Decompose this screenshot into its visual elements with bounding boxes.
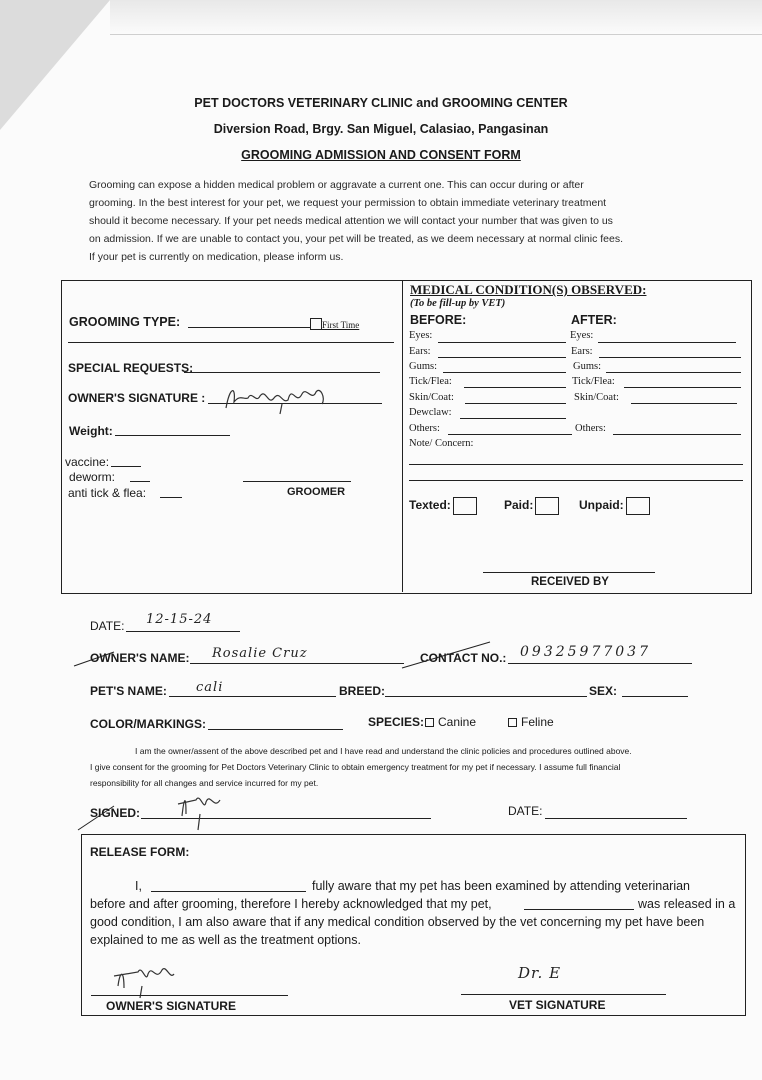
canine-label: Canine [438,715,477,729]
contact-value: 09325977037 [520,644,651,660]
weight-label: Weight: [69,424,113,438]
grooming-type-field[interactable] [188,327,310,328]
before-skin-label: Skin/Coat: [409,392,454,403]
after-skin-field[interactable] [631,403,737,404]
date-field[interactable] [126,631,240,632]
pet-name-label: PET'S NAME: [90,684,167,698]
release-owner-name-field[interactable] [151,891,306,892]
intro-line-2: grooming. In the best interest for your pet, we request your permission to obtain immediate veterinary treatment [89,197,607,209]
release-p2-a: before and after grooming, therefore I hereby acknowledged that my pet, [90,897,492,911]
received-by-line[interactable] [483,572,655,573]
clinic-name: PET DOCTORS VETERINARY CLINIC and GROOMING CENTER [194,96,568,110]
sex-field[interactable] [622,696,688,697]
vet-signature-line[interactable] [461,994,666,995]
after-skin-label: Skin/Coat: [574,392,619,403]
pet-name-field[interactable] [169,696,336,697]
date-value: 12-15-24 [146,612,213,627]
sex-label: SEX: [589,684,618,698]
consent-signature-scribble [74,786,234,836]
feline-option[interactable] [508,715,554,729]
first-time-label: First Time [322,320,360,330]
after-eyes-field[interactable] [598,342,736,343]
pen-strokes [70,638,510,672]
release-owner-signature-line[interactable] [91,995,288,996]
texted-option[interactable] [409,497,477,515]
before-eyes-label: Eyes: [409,330,433,341]
canine-checkbox[interactable] [425,718,434,727]
before-gums-field[interactable] [443,372,566,373]
folded-corner [0,0,110,130]
signed-label: SIGNED: [90,806,141,820]
before-others-field[interactable] [448,434,572,435]
consent-line-3: responsibility for all changes and service incurred for my pet. [90,778,319,788]
release-title: RELEASE FORM: [90,845,190,859]
special-requests-label: SPECIAL REQUESTS: [68,361,194,375]
after-ears-label: Ears: [571,346,593,357]
consent-date-label: DATE: [508,804,543,818]
consent-line-1: I am the owner/assent of the above described pet and I have read and understand the clinic policies and procedures outlined above. [135,746,632,756]
contact-field[interactable] [508,663,692,664]
intro-line-4: on admission. If we are unable to contact you, your pet will be treated, as we deem necessary at normal clinic fees. [89,233,624,245]
medical-subtitle: (To be fill-up by VET) [410,298,506,309]
after-others-field[interactable] [613,434,741,435]
intro-line-5: If your pet is currently on medication, please inform us. [89,251,344,263]
note-label: Note/ Concern: [409,438,474,449]
consent-date-field[interactable] [545,818,687,819]
after-heading: AFTER: [571,313,617,327]
paid-checkbox[interactable] [535,497,559,515]
unpaid-label: Unpaid: [579,498,624,513]
received-by-label: RECEIVED BY [531,576,609,588]
intro-line-3: should it become necessary. If your pet needs medical attention we will contact your number that was given to us [89,215,613,227]
before-heading: BEFORE: [410,313,467,327]
paid-option[interactable] [504,497,559,515]
feline-checkbox[interactable] [508,718,517,727]
before-skin-field[interactable] [465,403,566,404]
before-tick-label: Tick/Flea: [409,376,452,387]
before-dewclaw-field[interactable] [460,418,566,419]
breed-label: BREED: [339,684,386,698]
species-label: SPECIES: [368,715,425,729]
vet-signature-label: VET SIGNATURE [509,998,606,1012]
texted-checkbox[interactable] [453,497,477,515]
before-eyes-field[interactable] [438,342,566,343]
medical-title: MEDICAL CONDITION(S) OBSERVED: [410,282,647,297]
release-pet-name-field[interactable] [524,909,634,910]
paper-edge [110,0,762,35]
first-time-checkbox[interactable] [310,318,322,330]
before-gums-label: Gums: [409,361,438,372]
grooming-type-extra-line [68,342,394,343]
special-requests-field[interactable] [184,372,380,373]
owner-signature-scribble [222,380,332,420]
owner-name-label: OWNER'S NAME: [90,651,190,665]
after-tick-field[interactable] [624,387,741,388]
groomer-label: GROOMER [287,486,346,498]
after-others-label: Others: [575,423,606,434]
release-p2-b: was released in a [638,897,736,911]
pet-name-value: cali [196,680,224,695]
after-gums-field[interactable] [606,372,741,373]
unpaid-checkbox[interactable] [626,497,650,515]
note-line-1[interactable] [409,464,743,465]
weight-field[interactable] [115,435,230,436]
deworm-field[interactable] [130,481,150,482]
release-p3: good condition, I am also aware that if any medical condition observed by the vet concerning my pet have been [90,915,705,929]
box-divider [402,281,403,592]
first-time-option[interactable] [310,315,359,333]
before-ears-label: Ears: [409,346,431,357]
breed-field[interactable] [385,696,587,697]
after-gums-label: Gums: [573,361,602,372]
texted-label: Texted: [409,498,451,513]
paid-label: Paid: [504,498,534,513]
anti-tick-field[interactable] [160,497,182,498]
before-tick-field[interactable] [464,387,566,388]
form-title: GROOMING ADMISSION AND CONSENT FORM [241,148,521,162]
anti-tick-label: anti tick & flea: [68,486,147,500]
release-p1-a: I, [135,879,142,893]
release-owner-signature-scribble [112,962,182,1002]
color-field[interactable] [208,729,343,730]
before-ears-field[interactable] [438,357,566,358]
color-label: COLOR/MARKINGS: [90,717,206,731]
feline-label: Feline [521,715,554,729]
intro-line-1: Grooming can expose a hidden medical problem or aggravate a current one. This can occur during or after [89,179,584,191]
vet-handwriting: Dr. E [518,964,562,982]
date-label: DATE: [90,619,125,633]
deworm-label: deworm: [69,470,116,484]
owner-name-value: Rosalie Cruz [212,646,308,661]
owner-signature-label: OWNER'S SIGNATURE : [68,391,206,405]
canine-option[interactable] [425,715,476,729]
unpaid-option[interactable] [579,497,650,515]
groomer-signature-line[interactable] [243,481,351,482]
vaccine-field[interactable] [111,466,141,467]
after-eyes-label: Eyes: [570,330,594,341]
after-ears-field[interactable] [599,357,741,358]
contact-label: CONTACT NO.: [420,651,507,665]
release-p4: explained to me as well as the treatment options. [90,933,361,947]
release-owner-signature-label: OWNER'S SIGNATURE [106,999,236,1013]
vaccine-label: vaccine: [65,455,110,469]
note-line-2[interactable] [409,480,743,481]
before-others-label: Others: [409,423,440,434]
after-tick-label: Tick/Flea: [572,376,615,387]
grooming-type-label: GROOMING TYPE: [69,315,181,329]
clinic-address: Diversion Road, Brgy. San Miguel, Calasiao, Pangasinan [213,122,549,136]
before-dewclaw-label: Dewclaw: [409,407,452,418]
consent-line-2: I give consent for the grooming for Pet Doctors Veterinary Clinic to obtain emergency treatment for my pet if necessary. I assume full financial [90,762,621,772]
release-p1-b: fully aware that my pet has been examined by attending veterinarian [312,879,691,893]
